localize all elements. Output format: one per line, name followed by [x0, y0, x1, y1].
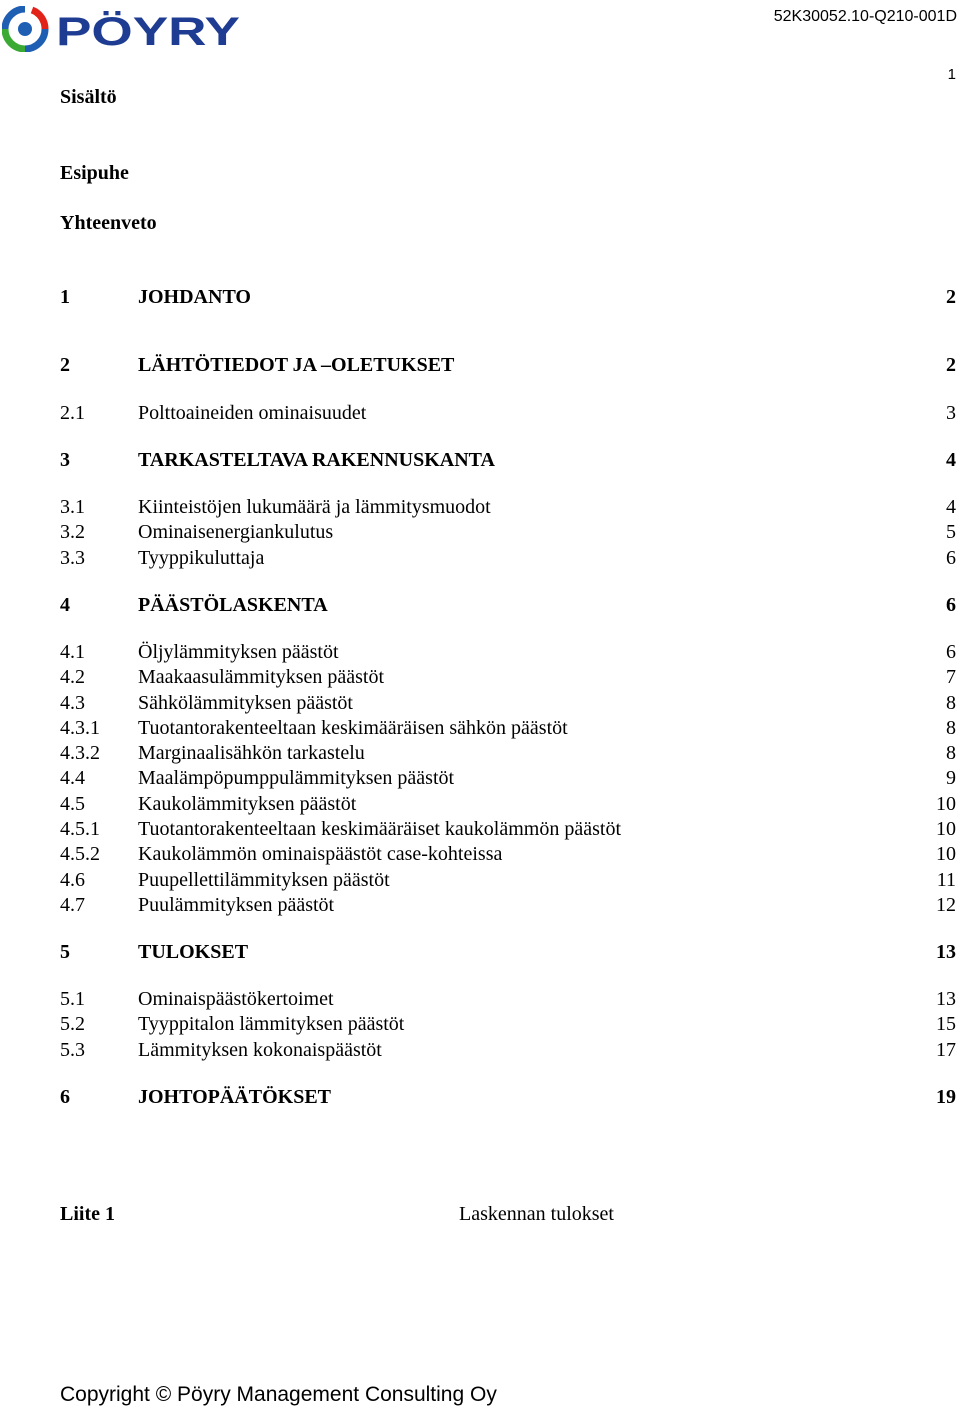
contents-heading: Sisältö [60, 86, 117, 108]
copyright-notice: Copyright © Pöyry Management Consulting Oy [60, 1383, 497, 1406]
toc-entry [60, 765, 956, 791]
toc-entry-number: 1 [60, 286, 70, 308]
toc-entry-page: 8 [946, 717, 956, 739]
toc-entry-page: 4 [946, 449, 956, 471]
page-number: 1 [947, 66, 956, 83]
toc-entry-title: Polttoaineiden ominaisuudet [138, 402, 367, 424]
toc-entry-page: 8 [946, 692, 956, 714]
toc-entry [60, 1011, 956, 1037]
toc-entry-number: 4.3 [60, 692, 85, 714]
toc-entry [60, 867, 956, 893]
toc-entry-title: Kaukolämmön ominaispäästöt case-kohteissa [138, 843, 503, 865]
toc-entry-title: Kiinteistöjen lukumäärä ja lämmitysmuodot [138, 496, 491, 518]
toc-entry-title: TARKASTELTAVA RAKENNUSKANTA [138, 449, 495, 471]
toc-entry-page: 15 [936, 1013, 956, 1035]
toc-entry-number: 4.3.2 [60, 742, 100, 764]
toc-entry-page: 17 [936, 1039, 956, 1061]
toc-entry-title: TULOKSET [138, 941, 249, 963]
toc-entry [60, 939, 956, 965]
toc-entry [60, 986, 956, 1012]
toc-entry-number: 3 [60, 449, 70, 471]
toc-entry [60, 545, 956, 571]
toc-entry [60, 352, 956, 378]
toc-entry-number: 3.3 [60, 547, 85, 569]
toc-entry-title: Tuotantorakenteeltaan keskimääräiset kaukolämmön päästöt [138, 818, 622, 840]
annex-label: Liite 1 [60, 1203, 115, 1225]
logo-text: PÖYRY [56, 10, 195, 52]
toc-entry [60, 791, 956, 817]
toc-entry-page: 13 [936, 941, 956, 963]
toc-entry [60, 740, 956, 766]
toc-entry-page: 8 [946, 742, 956, 764]
toc-entry-title: JOHDANTO [138, 286, 251, 308]
toc-entry [60, 816, 956, 842]
toc-entry-title: PÄÄSTÖLASKENTA [138, 594, 328, 616]
toc-entry [60, 841, 956, 867]
toc-entry [60, 664, 956, 690]
toc-entry-number: 4.5.1 [60, 818, 100, 840]
toc-entry-number: 5 [60, 941, 70, 963]
toc-entry-number: 2 [60, 354, 70, 376]
poyry-logo [2, 6, 242, 52]
toc-entry-number: 5.1 [60, 988, 85, 1010]
toc-entry-page: 11 [936, 869, 956, 891]
toc-entry-number: 4.7 [60, 894, 85, 916]
toc-entry [60, 494, 956, 520]
toc-entry-page: 3 [946, 402, 956, 424]
toc-entry-title: Öljylämmityksen päästöt [138, 641, 339, 663]
annex-title: Laskennan tulokset [459, 1203, 614, 1225]
toc-entry-title: Maakaasulämmityksen päästöt [138, 666, 385, 688]
toc-entry-number: 5.3 [60, 1039, 85, 1061]
document-id: 52K30052.10-Q210-001D [773, 8, 957, 25]
toc-entry-page: 5 [946, 521, 956, 543]
toc-entry-number: 3.2 [60, 521, 85, 543]
toc-entry-title: Puupellettilämmityksen päästöt [138, 869, 390, 891]
toc-entry [60, 1037, 956, 1063]
toc-entry-number: 4.3.1 [60, 717, 100, 739]
toc-entry-number: 4.1 [60, 641, 85, 663]
toc-entry [60, 592, 956, 618]
toc-entry [60, 400, 956, 426]
toc-entry-number: 5.2 [60, 1013, 85, 1035]
toc-entry-number: 6 [60, 1086, 70, 1108]
toc-entry [60, 715, 956, 741]
toc-entry-page: 10 [936, 793, 956, 815]
toc-entry-title: Tuotantorakenteeltaan keskimääräisen sähkön päästöt [138, 717, 568, 739]
toc-entry [60, 892, 956, 918]
toc-entry-page: 12 [936, 894, 956, 916]
toc-entry-number: 4.5 [60, 793, 85, 815]
toc-entry-page: 6 [946, 641, 956, 663]
toc-entry-title: Maalämpöpumppulämmityksen päästöt [138, 767, 455, 789]
toc-entry-page: 2 [946, 286, 956, 308]
toc-entry-title: JOHTOPÄÄTÖKSET [138, 1086, 332, 1108]
preface-heading: Esipuhe [60, 162, 129, 184]
toc-entry-page: 6 [946, 594, 956, 616]
toc-entry-title: Kaukolämmityksen päästöt [138, 793, 357, 815]
toc-entry [60, 447, 956, 473]
toc-entry-number: 4.5.2 [60, 843, 100, 865]
toc-entry-title: Tyyppitalon lämmityksen päästöt [138, 1013, 405, 1035]
logo-swirl-icon [5, 9, 45, 49]
toc-entry-page: 10 [936, 818, 956, 840]
toc-entry [60, 284, 956, 310]
toc-entry-title: Marginaalisähkön tarkastelu [138, 742, 365, 764]
toc-entry-number: 4.2 [60, 666, 85, 688]
toc-entry-title: Ominaispäästökertoimet [138, 988, 334, 1010]
toc-entry-page: 4 [946, 496, 956, 518]
toc-entry [60, 519, 956, 545]
toc-entry [60, 690, 956, 716]
toc-entry-page: 2 [946, 354, 956, 376]
summary-heading: Yhteenveto [60, 212, 157, 234]
toc-entry-page: 7 [946, 666, 956, 688]
toc-entry-page: 9 [946, 767, 956, 789]
toc-entry-title: Sähkölämmityksen päästöt [138, 692, 353, 714]
toc-entry-page: 10 [936, 843, 956, 865]
toc-entry [60, 639, 956, 665]
toc-entry [60, 1084, 956, 1110]
toc-entry-number: 4.4 [60, 767, 85, 789]
toc-entry-page: 19 [936, 1086, 956, 1108]
toc-entry-number: 4 [60, 594, 70, 616]
toc-entry-title: Tyyppikuluttaja [138, 547, 265, 569]
toc-entry-number: 2.1 [60, 402, 85, 424]
toc-entry-title: Lämmityksen kokonaispäästöt [138, 1039, 382, 1061]
toc-entry-title: LÄHTÖTIEDOT JA –OLETUKSET [138, 354, 455, 376]
toc-entry-number: 4.6 [60, 869, 85, 891]
toc-entry-number: 3.1 [60, 496, 85, 518]
toc-entry-page: 13 [936, 988, 956, 1010]
toc-entry-title: Ominaisenergiankulutus [138, 521, 334, 543]
toc-entry-title: Puulämmityksen päästöt [138, 894, 335, 916]
toc-entry-page: 6 [946, 547, 956, 569]
